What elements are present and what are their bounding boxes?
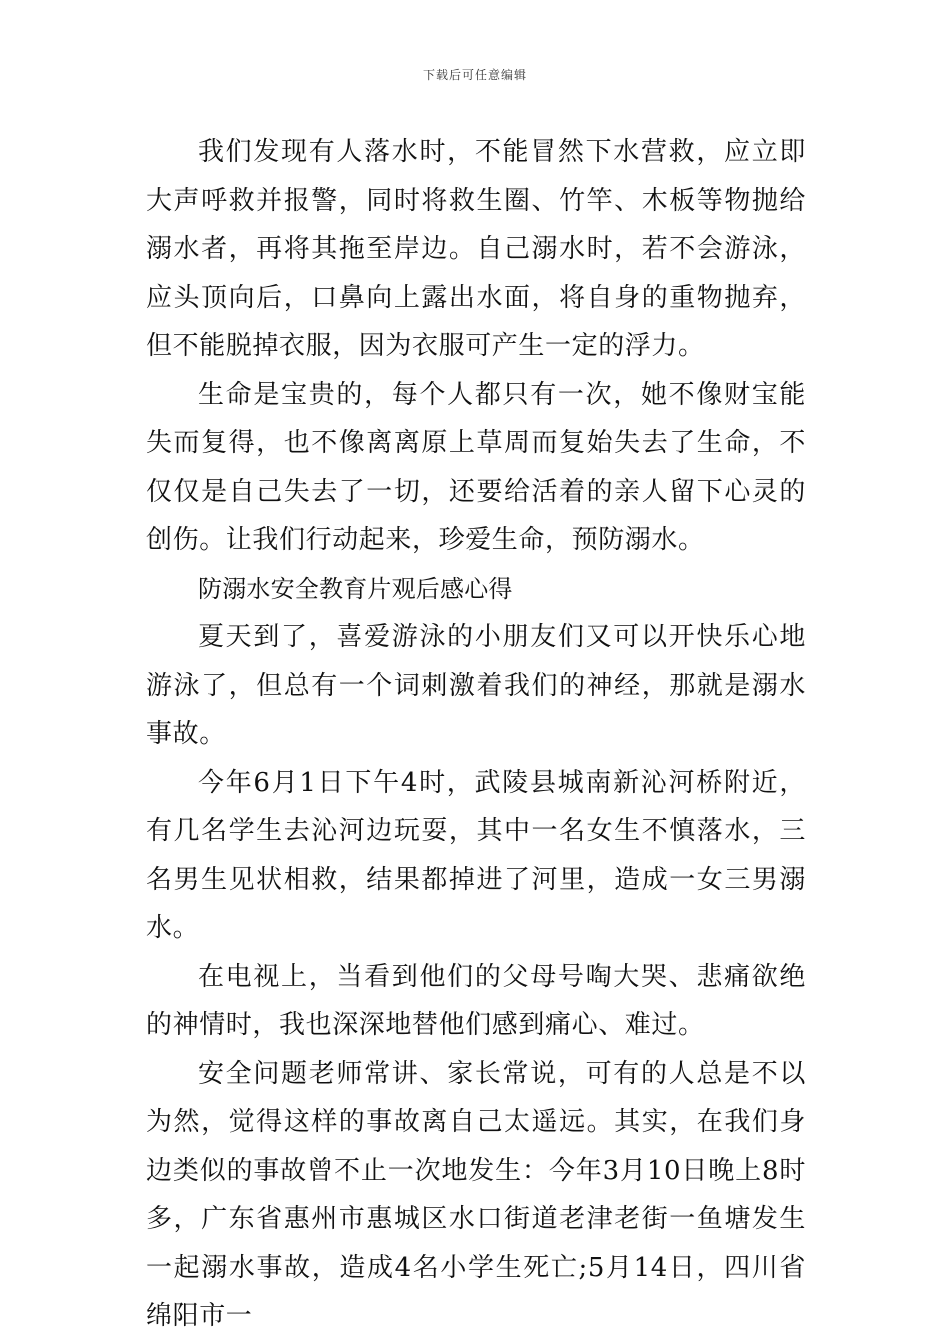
paragraph-life-precious: 生命是宝贵的，每个人都只有一次，她不像财宝能失而复得，也不像离离原上草周而复始失去了生命，不仅仅是自己失去了一切，还要给活着的亲人留下心灵的创伤。让我们行动起来，珍爱生命，预防溺水。 xyxy=(146,379,806,555)
paragraph-tv-reaction: 在电视上，当看到他们的父母号啕大哭、悲痛欲绝的神情时，我也深深地替他们感到痛心、难过。 xyxy=(146,961,806,1040)
paragraph-rescue-advice: 我们发现有人落水时，不能冒然下水营救，应立即大声呼救并报警，同时将救生圈、竹竿、木板等物抛给溺水者，再将其拖至岸边。自己溺水时，若不会游泳，应头顶向后，口鼻向上露出水面，将自身的重物抛弃，但不能脱掉衣服，因为衣服可产生一定的浮力。 xyxy=(146,137,806,361)
paragraph-incident-june: 今年6月1日下午4时，武陵县城南新沁河桥附近，有几名学生去沁河边玩耍，其中一名女生不慎落水，三名男生见状相救，结果都掉进了河里，造成一女三男溺水。 xyxy=(146,767,806,943)
document-body xyxy=(146,128,806,1341)
header-note: 下载后可任意编辑 xyxy=(422,68,527,82)
paragraph-summer: 夏天到了，喜爱游泳的小朋友们又可以开快乐心地游泳了，但总有一个词刺激着我们的神经，那就是溺水事故。 xyxy=(146,622,806,749)
section-heading: 防溺水安全教育片观后感心得 xyxy=(198,574,513,603)
paragraph-safety-issues: 安全问题老师常讲、家长常说，可有的人总是不以为然，觉得这样的事故离自己太遥远。其实，在我们身边类似的事故曾不止一次地发生：今年3月10日晚上8时多，广东省惠州市惠城区水口街道老津老街一鱼塘发生一起溺水事故，造成4名小学生死亡;5月14日，四川省绵阳市一 xyxy=(146,1058,806,1331)
